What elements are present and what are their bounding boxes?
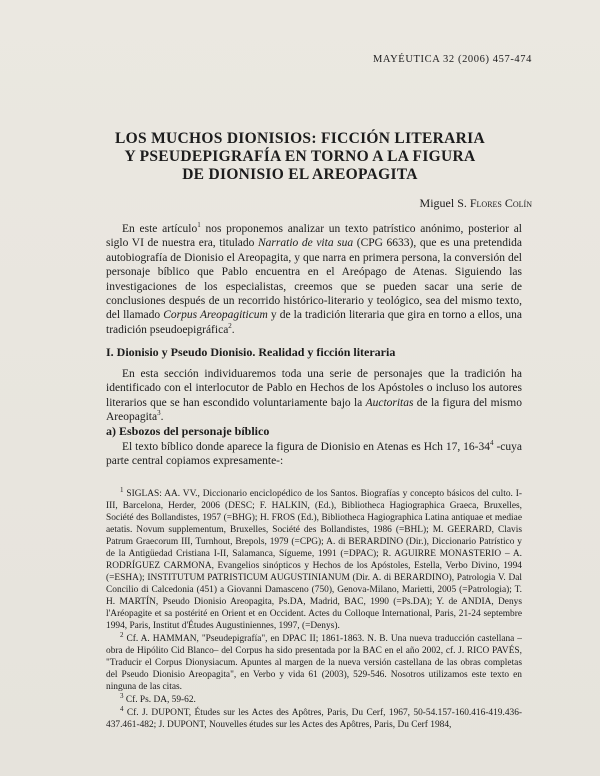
text-run: El texto bíblico donde aparece la figura de Dionisio en Atenas es Hch 17, 16-34 — [122, 441, 490, 453]
title-line-2: Y PSEUDEPIGRAFÍA EN TORNO A LA FIGURA — [124, 148, 476, 165]
author-name — [420, 196, 532, 211]
italic-term: Auctoritas — [365, 396, 414, 409]
intro-paragraph — [106, 222, 522, 337]
footnote-4 — [106, 704, 522, 731]
article-title — [60, 130, 540, 184]
text-run: de la figura del mismo Areopagita — [106, 396, 522, 424]
text-run: y de la tradición literaria que gira en torno a ellos, una tradición pseudoepigráfica — [106, 309, 523, 336]
work-title: Narratio de vita sua — [258, 237, 354, 250]
subsection-paragraph — [106, 440, 522, 469]
section-heading: I. Dionisio y Pseudo Dionisio. Realidad y ficción literaria — [106, 345, 396, 359]
text-run: . — [231, 323, 235, 336]
footnote-number: 2 — [120, 630, 124, 639]
footnote-ref[interactable]: 4 — [490, 439, 494, 448]
text-run: En este artículo — [122, 223, 198, 235]
text-run: (CPG 6633), que es una pretendida autobiografía de Dionisio el Areopagita, y que narra en primera persona, la conversión del personaje bíblico que Pablo encuentra en el Areópago de Atenas. Siguiendo las investigaciones de los especialistas, creemos que se pueden sacar una serie de conclusiones después de un recorrido histórico-literario y teológico, sea del mismo texto, del llamado — [106, 237, 522, 322]
text-run: . — [160, 411, 164, 424]
section1-paragraph — [106, 367, 522, 425]
corpus-title: Corpus Areopagiticum — [163, 309, 268, 322]
title-line-1: LOS MUCHOS DIONISIOS: FICCIÓN LITERARIA — [115, 130, 485, 147]
text-run: nos proponemos analizar un texto patrístico anónimo, posterior al siglo VI de nuestra era, titulado — [106, 223, 522, 250]
subsection-heading: a) Esbozos del personaje bíblico — [106, 424, 270, 438]
footnote-text: Cf. Ps. DA, 59-62. — [123, 695, 196, 705]
footnote-ref[interactable]: 1 — [197, 221, 201, 230]
footnote-1 — [106, 485, 522, 632]
running-header: MAYÉUTICA 32 (2006) 457-474 — [372, 54, 532, 65]
footnotes — [106, 485, 522, 732]
footnote-2 — [106, 630, 522, 693]
text-run: En esta sección individuaremos toda una serie de personajes que la tradición ha identificado con el interlocutor de Pablo en Hechos de los Apóstoles o incluso los autores literarios que se han escondido voluntariamente bajo la — [106, 368, 522, 409]
author-last: Flores Colín — [469, 196, 532, 210]
footnote-text: Cf. J. DUPONT, Études sur les Actes des Apôtres, Paris, Du Cerf, 1967, 50-54.157-160.416-419.436-437.461-482; J. DUPONT, Nouvelles études sur les Actes des Apôtres, Paris, Du Cerf 1984, — [106, 708, 522, 730]
footnote-text: SIGLAS: AA. VV., Diccionario enciclopédico de los Santos. Biografías y concepto básicos del culto. I-III, Barcelona, Herder, 2006 (DESC; F. HALKIN, (Ed.), Bibliotheca Hagiographica Graeca, Bruxelles, Société des Bollandistes, 1957 (=BHG); H. FROS (Ed.), Bibliotheca Hagiographica Latina antiquae et mediae aetatis. Novum supplementum, Bruxelles, Société des Bollandistes, 1986 (=BHL); M. GEERARD, Clavis Patrum Graecorum III, Turnhout, Brepols, 1979 (=CPG); A. di BERARDINO (Dir.), Diccionario Patrístico y de la Antigüedad Cristiana I-II, Salamanca, Sígueme, 1991 (=DPAC); R. AGUIRRE MONASTERIO – A. RODRÍGUEZ CARMONA, Evangelios sinópticos y Hechos de los Apóstoles, Estella, Verbo Divino, 1994 (=ESHA); INSTITUTUM PATRISTICUM AUGUSTINIANUM (Dir. A. di BERARDINO), Patrologia V. Dal Concilio di Calcedonia (451) a Giovanni Damasceno (750), Genova-Milano, Marietti, 2005 (=Patrologia); T. H. MARTÍN, Pseudo Dionisio Areopagita, Ps.DA, Madrid, BAC, 1990 (=Ps.DA); Y. de ANDIA, Denys l'Aréopagite et sa postérité en Orient et en Occident. Actes du Colloque International, Paris, 21-24 septembre 1994, Paris, Institut d'Études Augustiniennes, 1997, (=Denys). — [106, 489, 522, 631]
footnote-text: Cf. A. HAMMAN, "Pseudepigrafía", en DPAC II; 1861-1863. N. B. Una nueva traducción castellana –obra de Hipólito Cid Blanco– del Corpus ha sido presentada por la BAC en el año 2002, cf. J. RICO PAVÉS, "Traducir el Corpus Dionysiacum. Apuntes al margen de la nueva versión castellana de las obras completas del Pseudo Dionisio Areopagita", en Verbo y vida 61 (2003), 529-546. Nosotros utilizamos este texto en ninguna de las citas. — [106, 634, 522, 692]
footnote-number: 1 — [120, 485, 124, 494]
footnote-ref[interactable]: 2 — [228, 322, 232, 331]
footnote-number: 3 — [120, 691, 124, 700]
text-run: -cuya parte central copiamos expresamente-: — [106, 441, 522, 468]
footnote-number: 4 — [120, 704, 124, 713]
footnote-ref[interactable]: 3 — [157, 409, 161, 418]
title-line-3: DE DIONISIO EL AREOPAGITA — [182, 166, 418, 183]
author-first: Miguel S. — [419, 196, 467, 210]
footnote-3 — [106, 691, 522, 706]
